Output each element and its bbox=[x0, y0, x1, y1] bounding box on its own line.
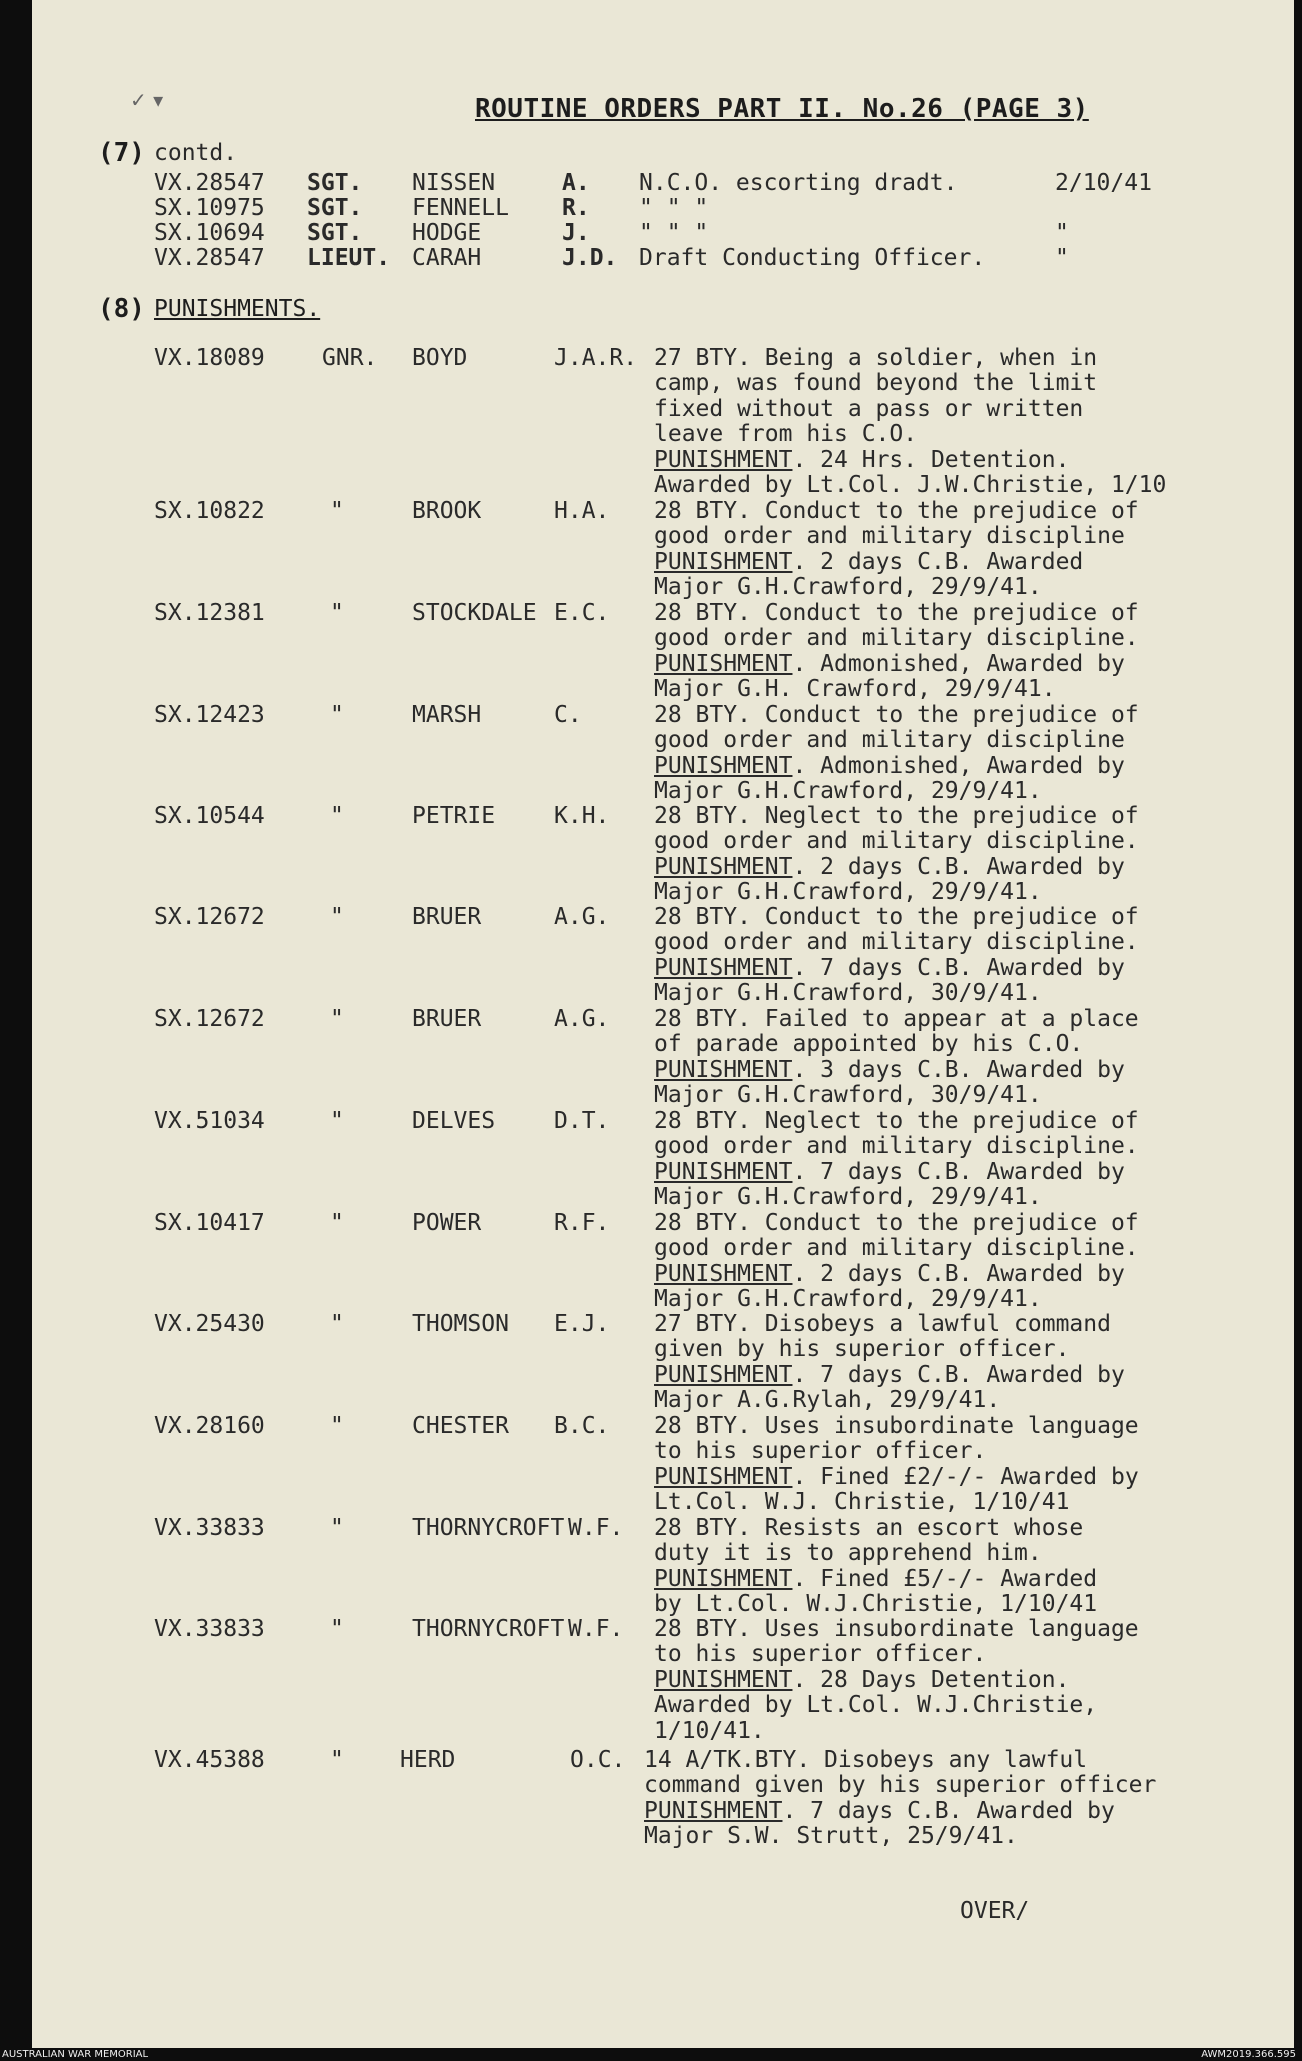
punishment-keyword: PUNISHMENT bbox=[654, 1565, 793, 1592]
offence-line: Lt.Col. W.J. Christie, 1/10/41 bbox=[654, 1489, 1070, 1516]
rank: " bbox=[330, 1515, 344, 1541]
initials: K.H. bbox=[554, 803, 610, 829]
rank: " bbox=[330, 1108, 344, 1134]
date: " bbox=[1055, 245, 1069, 271]
over-note: OVER/ bbox=[960, 1898, 1030, 1924]
offence-line: good order and military discipline. bbox=[654, 625, 1139, 652]
duty-description: Draft Conducting Officer. bbox=[639, 245, 986, 271]
offence-line: Major S.W. Strutt, 25/9/41. bbox=[644, 1823, 1018, 1850]
offence-line bbox=[654, 1465, 1139, 1490]
offence-line bbox=[654, 550, 1083, 575]
date: " bbox=[1055, 220, 1069, 246]
offence-line: Major A.G.Rylah, 29/9/41. bbox=[654, 1387, 1001, 1414]
initials: A.G. bbox=[554, 1006, 610, 1032]
rank: SGT. bbox=[307, 195, 363, 221]
offence-line: 27 BTY. Being a soldier, when in bbox=[654, 345, 1098, 371]
rank: SGT. bbox=[307, 220, 363, 246]
punishment-keyword: PUNISHMENT bbox=[654, 853, 793, 880]
initials: B.C. bbox=[554, 1413, 610, 1439]
punishment-keyword: PUNISHMENT bbox=[654, 1361, 793, 1388]
offence-line bbox=[654, 1363, 1125, 1388]
offence-line: Major G.H.Crawford, 29/9/41. bbox=[654, 1184, 1042, 1211]
offence-line: to his superior officer. bbox=[654, 1438, 987, 1465]
punishment-detail: . 7 days C.B. Awarded by bbox=[792, 1361, 1125, 1388]
surname: STOCKDALE bbox=[412, 600, 537, 626]
initials: A.G. bbox=[554, 904, 610, 930]
surname: FENNELL bbox=[412, 195, 509, 221]
service-number: SX.12423 bbox=[154, 702, 265, 728]
offence-line bbox=[654, 754, 1125, 779]
punishment-keyword: PUNISHMENT bbox=[654, 752, 793, 779]
offence-line: 28 BTY. Neglect to the prejudice of bbox=[654, 803, 1139, 829]
rank: " bbox=[330, 702, 344, 728]
duty-description: N.C.O. escorting dradt. bbox=[639, 170, 958, 196]
punishment-keyword: PUNISHMENT bbox=[654, 1056, 793, 1083]
rank: " bbox=[330, 803, 344, 829]
offence-line: given by his superior officer. bbox=[654, 1336, 1070, 1363]
rank: " bbox=[330, 600, 344, 626]
punishment-keyword: PUNISHMENT bbox=[654, 954, 793, 981]
punishment-keyword: PUNISHMENT bbox=[654, 1463, 793, 1490]
service-number: SX.10822 bbox=[154, 498, 265, 524]
punishment-detail: . 7 days C.B. Awarded by bbox=[792, 1158, 1125, 1185]
service-number: VX.33833 bbox=[154, 1616, 265, 1642]
initials: J.A.R. bbox=[554, 345, 638, 371]
duty-description: " " " bbox=[639, 220, 709, 246]
section-8-number: (8) bbox=[98, 294, 145, 324]
punishment-detail: . 2 days C.B. Awarded by bbox=[792, 853, 1125, 880]
initials: C. bbox=[554, 702, 582, 728]
punishment-keyword: PUNISHMENT bbox=[654, 1666, 793, 1693]
offence-line: 28 BTY. Conduct to the prejudice of bbox=[654, 702, 1139, 728]
offence-line: fixed without a pass or written bbox=[654, 395, 1084, 422]
initials: D.T. bbox=[554, 1108, 610, 1134]
offence-line: by Lt.Col. W.J.Christie, 1/10/41 bbox=[654, 1591, 1098, 1618]
surname: THORNYCROFT bbox=[412, 1616, 565, 1642]
duty-description: " " " bbox=[639, 195, 709, 221]
offence-line: 28 BTY. Conduct to the prejudice of bbox=[654, 1210, 1139, 1236]
offence-line: of parade appointed by his C.O. bbox=[654, 1031, 1084, 1058]
punishment-detail: . 24 Hrs. Detention. bbox=[792, 446, 1070, 473]
offence-line bbox=[654, 1058, 1125, 1083]
surname: BRUER bbox=[412, 904, 482, 930]
offence-line bbox=[654, 1160, 1125, 1185]
offence-line: duty it is to apprehend him. bbox=[654, 1540, 1042, 1567]
document-page bbox=[32, 0, 1294, 2048]
offence-line: Awarded by Lt.Col. J.W.Christie, 1/10 bbox=[654, 472, 1167, 498]
order-number: VX.28547 bbox=[154, 170, 265, 196]
offence-line: good order and military discipline bbox=[654, 727, 1125, 754]
offence-line: good order and military discipline. bbox=[654, 828, 1139, 855]
section-7-contd: contd. bbox=[154, 140, 238, 166]
initials: W.F. bbox=[568, 1616, 624, 1642]
surname: NISSEN bbox=[412, 170, 496, 196]
rank: " bbox=[330, 1006, 344, 1032]
punishment-detail: . 2 days C.B. Awarded bbox=[792, 548, 1084, 575]
date: 2/10/41 bbox=[1055, 170, 1152, 196]
offence-line: Awarded by Lt.Col. W.J.Christie, bbox=[654, 1692, 1098, 1719]
rank: " bbox=[330, 1747, 344, 1773]
offence-line: Major G.H.Crawford, 29/9/41. bbox=[654, 879, 1042, 906]
punishment-keyword: PUNISHMENT bbox=[654, 548, 793, 575]
rank: " bbox=[330, 1311, 344, 1337]
page-title: ROUTINE ORDERS PART II. No.26 (PAGE 3) bbox=[475, 94, 1089, 124]
offence-line: camp, was found beyond the limit bbox=[654, 370, 1098, 397]
surname: BRUER bbox=[412, 1006, 482, 1032]
footer-archive-label: AUSTRALIAN WAR MEMORIAL bbox=[2, 2049, 149, 2060]
punishment-keyword: PUNISHMENT bbox=[654, 1158, 793, 1185]
surname: DELVES bbox=[412, 1108, 496, 1134]
rank: " bbox=[330, 1210, 344, 1236]
order-number: VX.28547 bbox=[154, 245, 265, 271]
offence-line bbox=[654, 1262, 1125, 1287]
punishment-detail: . Fined £2/-/- Awarded by bbox=[792, 1463, 1139, 1490]
offence-line: 28 BTY. Conduct to the prejudice of bbox=[654, 498, 1139, 524]
punishment-detail: . Fined £5/-/- Awarded bbox=[792, 1565, 1098, 1592]
service-number: SX.12381 bbox=[154, 600, 265, 626]
offence-line: command given by his superior officer bbox=[644, 1772, 1157, 1799]
surname: CARAH bbox=[412, 245, 482, 271]
initials: A. bbox=[562, 170, 590, 196]
rank: " bbox=[330, 1413, 344, 1439]
offence-line: Major G.H.Crawford, 29/9/41. bbox=[654, 574, 1042, 601]
offence-line bbox=[654, 652, 1125, 677]
service-number: SX.12672 bbox=[154, 904, 265, 930]
offence-line: 28 BTY. Uses insubordinate language bbox=[654, 1616, 1139, 1642]
pencil-mark: ✓ ▾ bbox=[130, 88, 164, 112]
service-number: VX.18089 bbox=[154, 345, 265, 371]
punishment-detail: . Admonished, Awarded by bbox=[792, 752, 1125, 779]
footer-bar bbox=[0, 2048, 1302, 2061]
punishment-detail: . 3 days C.B. Awarded by bbox=[792, 1056, 1125, 1083]
service-number: VX.45388 bbox=[154, 1747, 265, 1773]
initials: H.A. bbox=[554, 498, 610, 524]
rank: " bbox=[330, 498, 344, 524]
initials: J.D. bbox=[562, 245, 618, 271]
punishment-keyword: PUNISHMENT bbox=[644, 1797, 783, 1824]
service-number: VX.51034 bbox=[154, 1108, 265, 1134]
rank: SGT. bbox=[307, 170, 363, 196]
rank: LIEUT. bbox=[307, 245, 391, 271]
rank: GNR. bbox=[322, 345, 378, 371]
offence-line bbox=[654, 448, 1069, 473]
offence-line: Major G.H.Crawford, 29/9/41. bbox=[654, 1286, 1042, 1313]
surname: BROOK bbox=[412, 498, 482, 524]
punishment-detail: . 2 days C.B. Awarded by bbox=[792, 1260, 1125, 1287]
punishment-detail: . 7 days C.B. Awarded by bbox=[792, 954, 1125, 981]
service-number: VX.25430 bbox=[154, 1311, 265, 1337]
offence-line: good order and military discipline. bbox=[654, 1235, 1139, 1262]
surname: THOMSON bbox=[412, 1311, 509, 1337]
service-number: SX.12672 bbox=[154, 1006, 265, 1032]
punishment-keyword: PUNISHMENT bbox=[654, 650, 793, 677]
order-number: SX.10975 bbox=[154, 195, 265, 221]
offence-line: Major G.H.Crawford, 29/9/41. bbox=[654, 778, 1042, 805]
surname: HODGE bbox=[412, 220, 482, 246]
service-number: VX.33833 bbox=[154, 1515, 265, 1541]
offence-line bbox=[654, 1567, 1097, 1592]
surname: PETRIE bbox=[412, 803, 496, 829]
initials: E.C. bbox=[554, 600, 610, 626]
section-8-label: PUNISHMENTS. bbox=[154, 296, 321, 322]
offence-line: good order and military discipline. bbox=[654, 929, 1139, 956]
offence-line: 28 BTY. Neglect to the prejudice of bbox=[654, 1108, 1139, 1134]
service-number: SX.10544 bbox=[154, 803, 265, 829]
service-number: VX.28160 bbox=[154, 1413, 265, 1439]
offence-line: 28 BTY. Resists an escort whose bbox=[654, 1515, 1084, 1541]
punishment-detail: . 7 days C.B. Awarded by bbox=[782, 1797, 1115, 1824]
initials: J. bbox=[562, 220, 590, 246]
surname: HERD bbox=[400, 1747, 456, 1773]
offence-line: Major G.H.Crawford, 30/9/41. bbox=[654, 1082, 1042, 1109]
offence-line: 28 BTY. Uses insubordinate language bbox=[654, 1413, 1139, 1439]
footer-record-id: AWM2019.366.595 bbox=[1201, 2049, 1296, 2060]
surname: THORNYCROFT bbox=[412, 1515, 565, 1541]
rank: " bbox=[330, 1616, 344, 1642]
offence-line: Major G.H.Crawford, 30/9/41. bbox=[654, 980, 1042, 1007]
service-number: SX.10417 bbox=[154, 1210, 265, 1236]
offence-line: Major G.H. Crawford, 29/9/41. bbox=[654, 676, 1056, 703]
punishment-detail: . Admonished, Awarded by bbox=[792, 650, 1125, 677]
punishment-keyword: PUNISHMENT bbox=[654, 446, 793, 473]
punishment-detail: . 28 Days Detention. bbox=[792, 1666, 1070, 1693]
offence-line: good order and military discipline. bbox=[654, 1133, 1139, 1160]
offence-line bbox=[644, 1799, 1115, 1824]
offence-line: 28 BTY. Conduct to the prejudice of bbox=[654, 904, 1139, 930]
offence-line bbox=[654, 956, 1125, 981]
initials: W.F. bbox=[568, 1515, 624, 1541]
offence-line bbox=[654, 1668, 1069, 1693]
initials: O.C. bbox=[570, 1747, 626, 1773]
section-7-number: (7) bbox=[98, 138, 145, 168]
initials: R.F. bbox=[554, 1210, 610, 1236]
offence-line: to his superior officer. bbox=[654, 1641, 987, 1668]
offence-line: good order and military discipline bbox=[654, 523, 1125, 550]
offence-line bbox=[654, 855, 1125, 880]
initials: E.J. bbox=[554, 1311, 610, 1337]
surname: BOYD bbox=[412, 345, 468, 371]
offence-line: 28 BTY. Conduct to the prejudice of bbox=[654, 600, 1139, 626]
order-number: SX.10694 bbox=[154, 220, 265, 246]
offence-line: 1/10/41. bbox=[654, 1717, 765, 1744]
offence-line: 28 BTY. Failed to appear at a place bbox=[654, 1006, 1139, 1032]
offence-line: leave from his C.O. bbox=[654, 421, 918, 448]
punishment-keyword: PUNISHMENT bbox=[654, 1260, 793, 1287]
offence-line: 27 BTY. Disobeys a lawful command bbox=[654, 1311, 1111, 1337]
offence-line: 14 A/TK.BTY. Disobeys any lawful bbox=[644, 1747, 1088, 1773]
initials: R. bbox=[562, 195, 590, 221]
surname: POWER bbox=[412, 1210, 482, 1236]
surname: MARSH bbox=[412, 702, 482, 728]
surname: CHESTER bbox=[412, 1413, 509, 1439]
rank: " bbox=[330, 904, 344, 930]
